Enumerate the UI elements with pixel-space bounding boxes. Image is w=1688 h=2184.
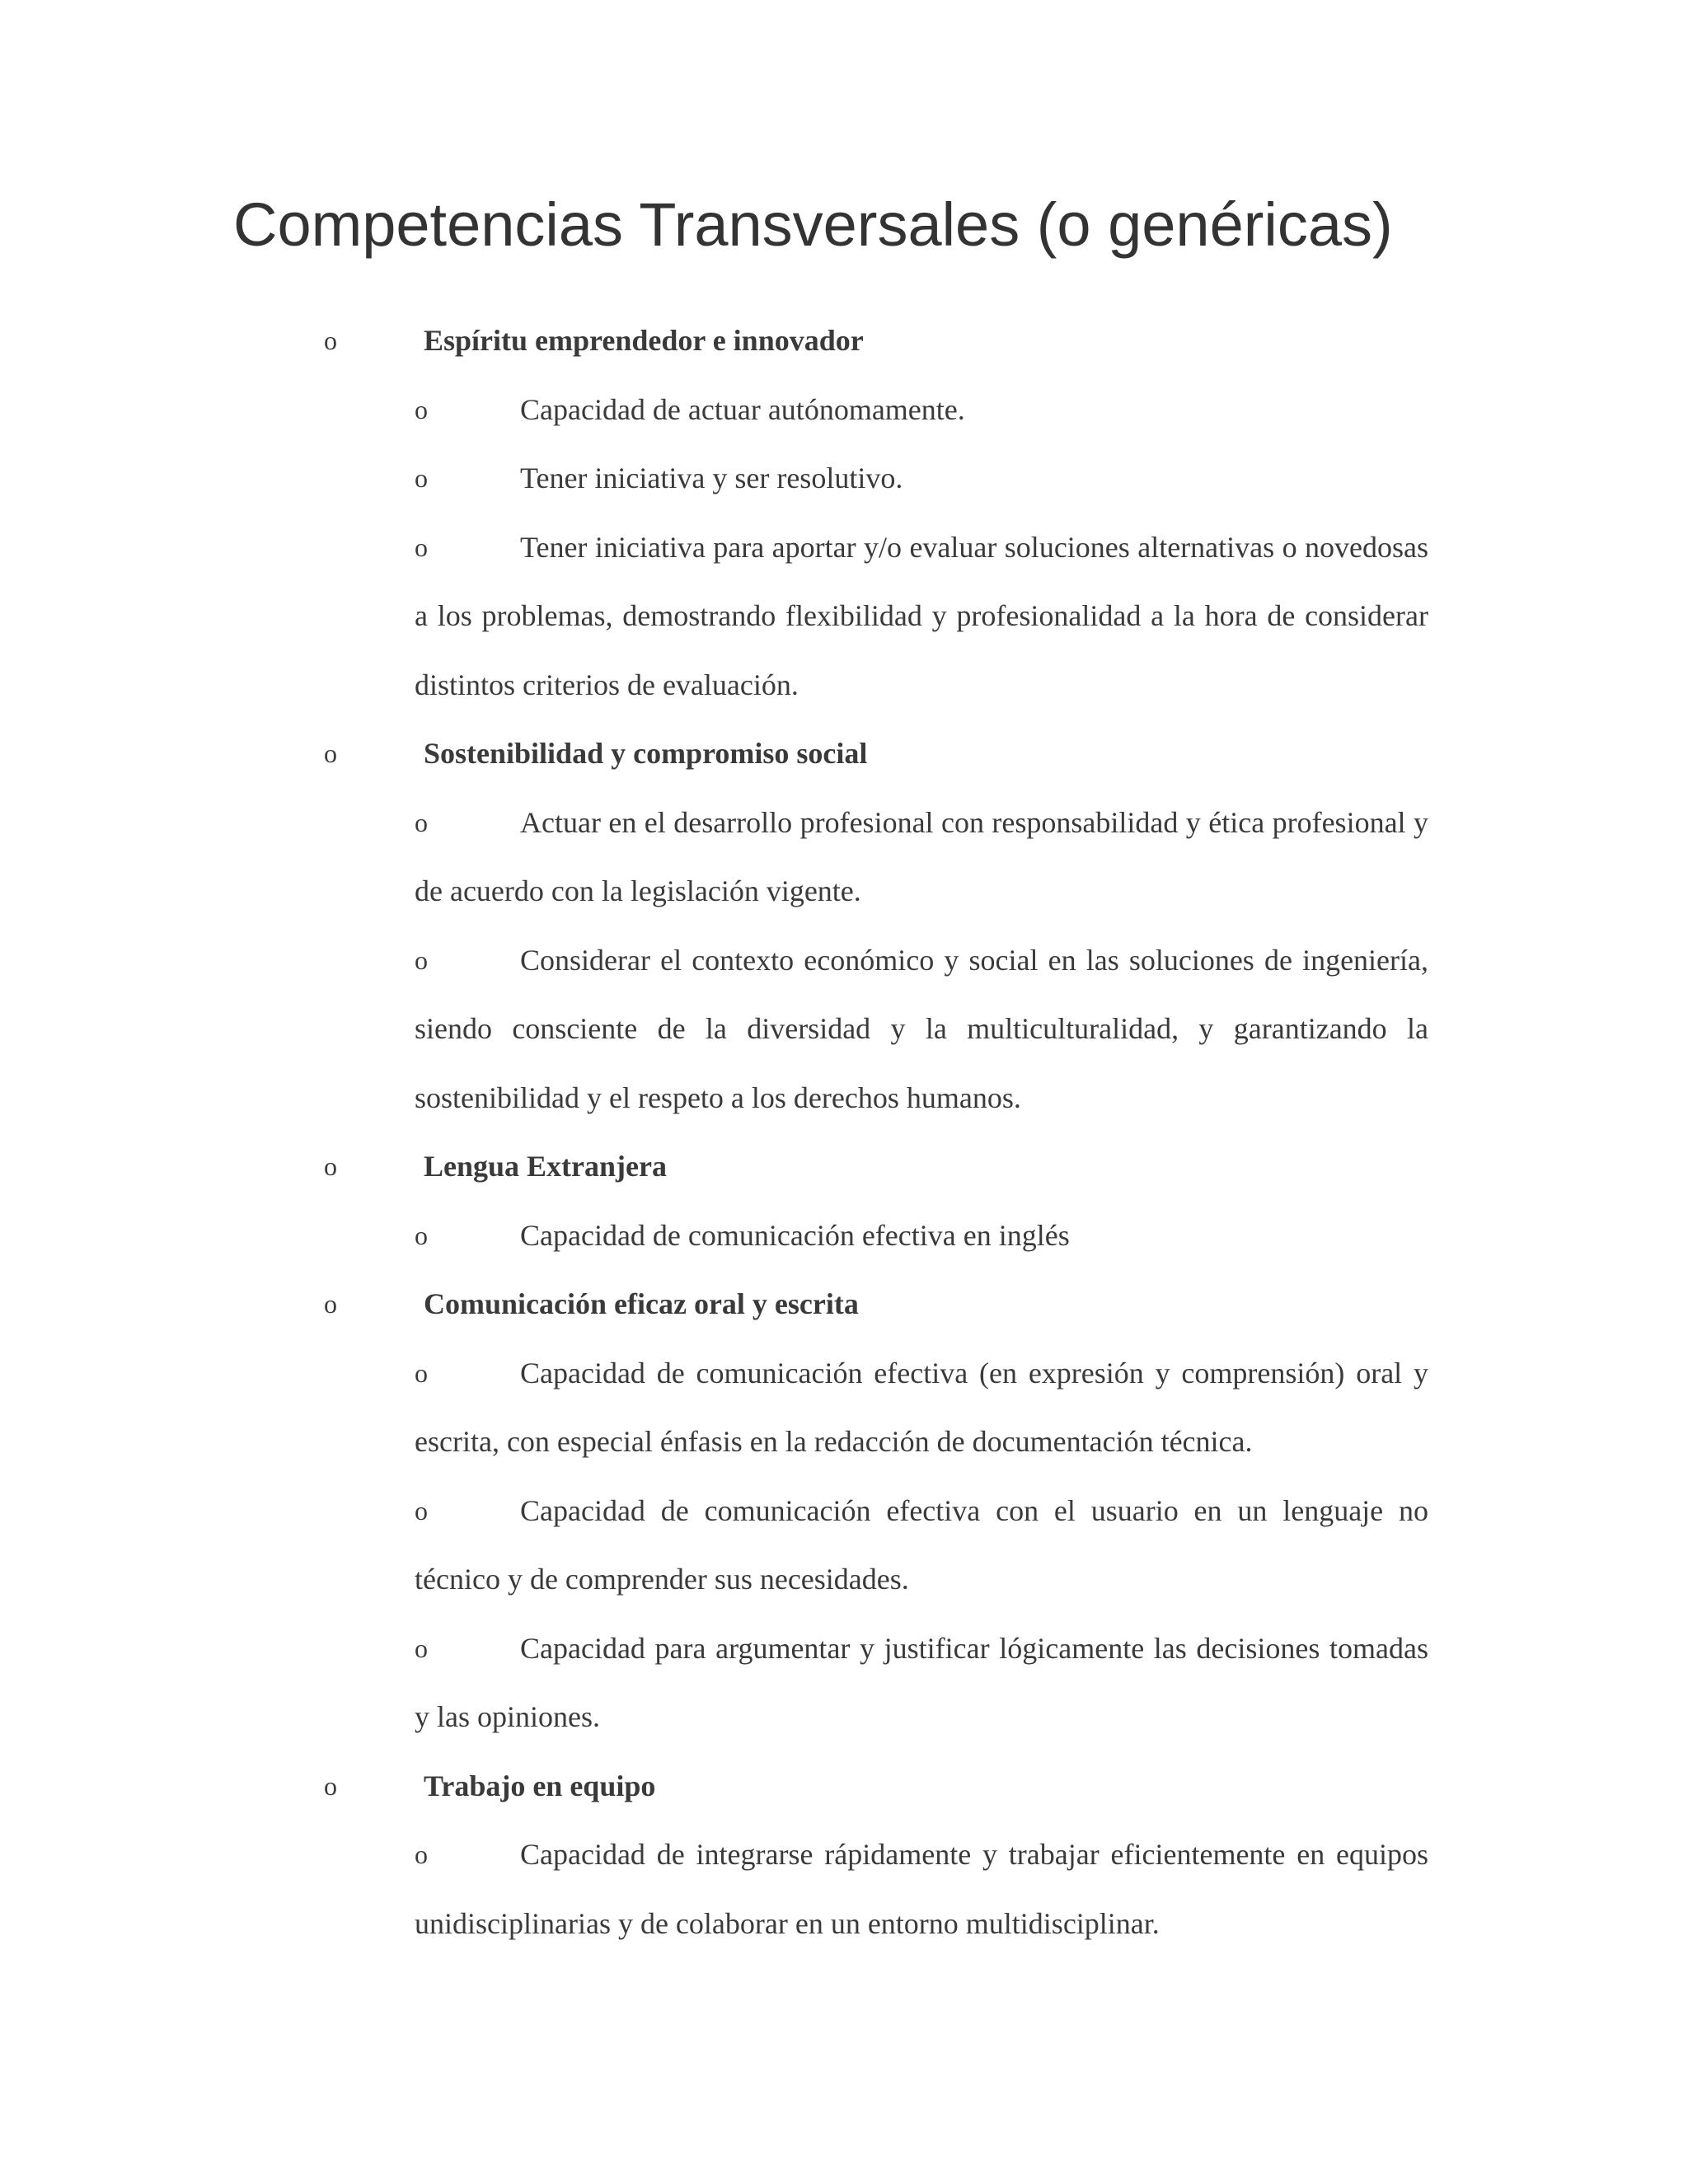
list-item-text: Capacidad de comunicación efectiva en inglés <box>520 1218 1070 1252</box>
bullet-icon: o <box>415 463 428 493</box>
bullet-icon: o <box>415 1357 428 1388</box>
bullet-icon: o <box>415 394 428 424</box>
section-heading <box>0 719 1688 789</box>
bullet-icon: o <box>324 1289 337 1319</box>
section-heading-label: Lengua Extranjera <box>424 1150 667 1183</box>
list-item-text: Capacidad para argumentar y justificar lógicamente las decisiones tomadas y las opiniones. <box>415 1631 1428 1733</box>
section-heading-label: Comunicación eficaz oral y escrita <box>424 1287 859 1320</box>
bullet-icon: o <box>415 944 428 975</box>
bullet-icon: o <box>415 1840 428 1869</box>
list-item-text: Capacidad de actuar autónomamente. <box>520 392 965 426</box>
list-item <box>415 1477 1428 1615</box>
list-item <box>415 1339 1428 1477</box>
list-item <box>415 513 1428 720</box>
bullet-icon: o <box>324 738 337 768</box>
section-heading <box>0 1132 1688 1202</box>
competencies-list <box>0 307 1688 1958</box>
bullet-icon: o <box>415 1220 428 1250</box>
list-item <box>415 444 1428 513</box>
list-item <box>415 1821 1428 1958</box>
bullet-icon: o <box>324 326 337 355</box>
list-item-text: Capacidad de integrarse rápidamente y trabajar eficientemente en equipos unidisciplinarias y de colaborar en un entorno multidisciplinar. <box>415 1838 1428 1940</box>
section-heading <box>0 1270 1688 1339</box>
section-heading-label: Sostenibilidad y compromiso social <box>424 737 868 770</box>
list-item <box>415 789 1428 926</box>
section-heading <box>0 307 1688 376</box>
list-item <box>415 926 1428 1133</box>
list-item-text: Capacidad de comunicación efectiva con el usuario en un lenguaje no técnico y de comprender sus necesidades. <box>415 1493 1428 1596</box>
list-item-text: Actuar en el desarrollo profesional con responsabilidad y ética profesional y de acuerdo con la legislación vigente. <box>415 805 1428 907</box>
list-item-text: Capacidad de comunicación efectiva (en expresión y comprensión) oral y escrita, con especial énfasis en la redacción de documentación técnica. <box>415 1356 1428 1458</box>
bullet-icon: o <box>415 807 428 837</box>
list-item <box>415 376 1428 445</box>
bullet-icon: o <box>415 1633 428 1663</box>
bullet-icon: o <box>415 532 428 562</box>
bullet-icon: o <box>324 1770 337 1801</box>
list-item <box>415 1615 1428 1752</box>
list-item-text: Tener iniciativa y ser resolutivo. <box>520 462 903 494</box>
section-heading-label: Espíritu emprendedor e innovador <box>424 324 864 357</box>
list-item-text: Considerar el contexto económico y social en las soluciones de ingeniería, siendo consciente de la diversidad y la multiculturalidad, y garantizando la sostenibilidad y el respeto a los derechos humanos. <box>415 943 1428 1114</box>
page-title: Competencias Transversales (o genéricas) <box>233 190 1393 259</box>
list-item-text: Tener iniciativa para aportar y/o evaluar soluciones alternativas o novedosas a los problemas, demostrando flexibilidad y profesionalidad a la hora de considerar distintos criterios de evaluación. <box>415 530 1428 701</box>
bullet-icon: o <box>415 1495 428 1526</box>
section-heading <box>0 1752 1688 1821</box>
bullet-icon: o <box>324 1151 337 1181</box>
list-item <box>415 1202 1428 1271</box>
section-heading-label: Trabajo en equipo <box>424 1769 656 1802</box>
